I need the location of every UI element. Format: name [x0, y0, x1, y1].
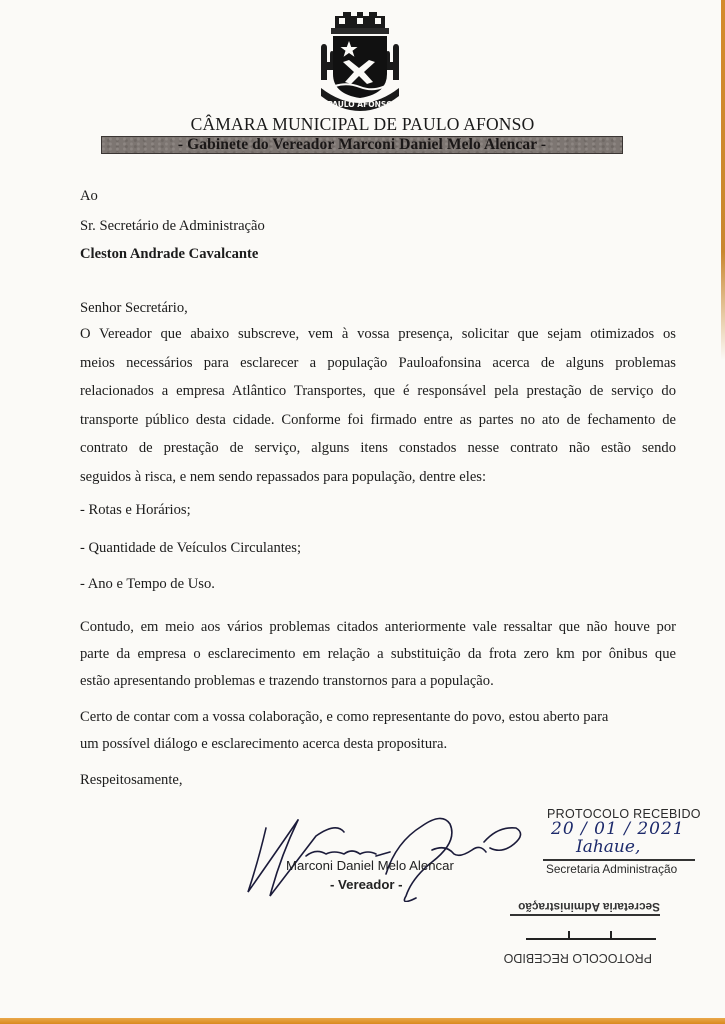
- emblem-year-right: 1958: [385, 87, 397, 92]
- paragraph-line: um possível diálogo e esclarecimento acerca desta propositura.: [80, 736, 448, 752]
- signatory-name: Marconi Daniel Melo Alencar: [286, 858, 454, 873]
- emblem-text: PAULO AFONSO: [327, 100, 393, 109]
- emblem-year-left: 1728: [324, 87, 336, 92]
- paragraph-line: contrato de prestação de serviço, alguns itens constados nesse contrato não estão sendo: [80, 440, 676, 456]
- paragraph-line: Certo de contar com a vossa colaboração, e como representante do povo, estou aberto para: [80, 709, 609, 725]
- paragraph-line: parte da empresa o esclarecimento em relação a substituição da frota zero km por ônibus que: [80, 646, 676, 662]
- inverted-stamp-line: [526, 938, 656, 940]
- cabinet-banner-text: - Gabinete do Vereador Marconi Daniel Melo Alencar -: [177, 136, 547, 153]
- chamber-title: CÂMARA MUNICIPAL DE PAULO AFONSO: [190, 114, 535, 134]
- inverted-stamp-tick: [568, 931, 570, 940]
- list-item: - Rotas e Horários;: [80, 502, 191, 518]
- paragraph-line: estão apresentando problemas e trazendo transtornos para a população.: [80, 673, 494, 689]
- municipal-coat-of-arms-icon: [313, 10, 407, 114]
- recipient-name: Cleston Andrade Cavalcante: [80, 246, 259, 262]
- stamp-date: 20 / 01 / 2021: [551, 819, 685, 839]
- paragraph-line: O Vereador que abaixo subscreve, vem à vossa presença, solicitar que sejam otimizados os: [80, 326, 676, 342]
- paragraph-line: relacionados a empresa Atlântico Transportes, que é responsável pela prestação de serviço do: [80, 383, 676, 399]
- paragraph-line: meios necessários para esclarecer a população Pauloafonsina acerca de alguns problemas: [80, 354, 676, 371]
- paragraph-line: transporte público desta cidade. Conforme foi firmado entre as partes no ato de fechamento de: [80, 411, 676, 428]
- list-item: - Quantidade de Veículos Circulantes;: [80, 540, 302, 556]
- paragraph-line: seguidos à risca, e nem sendo repassados para população, dentre eles:: [80, 468, 487, 485]
- inverted-stamp-tick: [610, 931, 612, 940]
- closing: Respeitosamente,: [80, 772, 183, 788]
- paragraph-closing: [80, 704, 680, 758]
- cabinet-banner: [101, 136, 623, 154]
- signatory-role: - Vereador -: [330, 877, 403, 892]
- recipient-position: Sr. Secretário de Administração: [80, 218, 265, 234]
- stamp-department: Secretaria Administração: [546, 862, 678, 876]
- list-item: - Ano e Tempo de Uso.: [80, 576, 215, 592]
- inverted-stamp: [480, 896, 660, 968]
- paragraph-request: [80, 320, 676, 491]
- inverted-stamp-department: Secretaria Administração: [518, 900, 660, 914]
- paragraph-issues: [80, 614, 676, 695]
- paragraph-line: Contudo, em meio aos vários problemas citados anteriormente vale ressaltar que não houve por: [80, 619, 676, 635]
- paper-edge-right: [721, 0, 725, 360]
- stamp-divider: [543, 859, 695, 861]
- stamp-title: PROTOCOLO RECEBIDO: [547, 807, 701, 821]
- paper-edge-bottom: [0, 1018, 725, 1024]
- recipient-salutation: Ao: [80, 188, 98, 204]
- greeting: Senhor Secretário,: [80, 300, 188, 316]
- stamp-initials: Iahaue,: [576, 837, 641, 857]
- inverted-stamp-underline: [510, 915, 660, 917]
- inverted-stamp-title: PROTOCOLO RECEBIDO: [503, 951, 652, 965]
